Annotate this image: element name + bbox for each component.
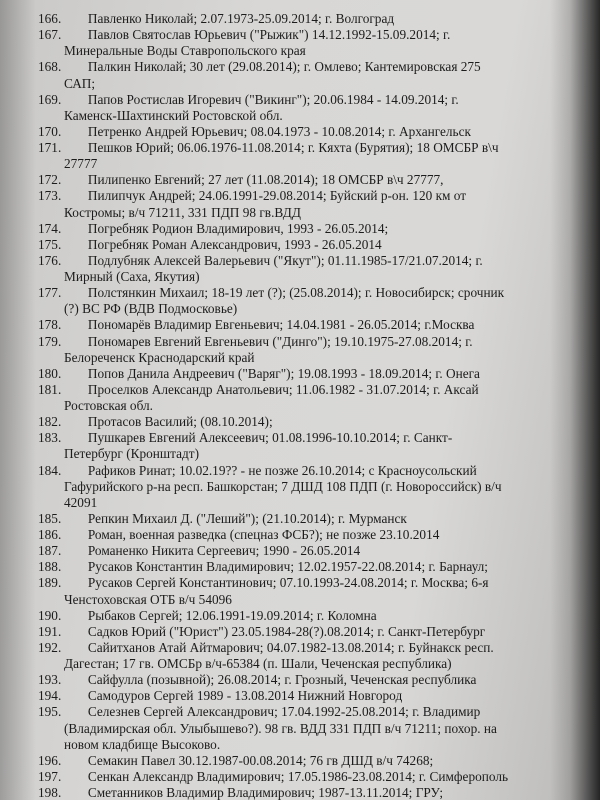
list-item: 182. Протасов Василий; (08.10.2014); bbox=[38, 414, 273, 430]
list-item: 192. Сайитханов Атай Айтмарович; 04.07.1982-13.08.2014; г. Буйнакск респ. bbox=[38, 639, 494, 655]
list-item: 187. Романенко Никита Сергеевич; 1990 - 26.05.2014 bbox=[38, 543, 361, 559]
list-item-continuation: Мирный (Саха, Якутия) bbox=[64, 269, 200, 284]
list-item-continuation: Дагестан; 17 гв. ОМСБр в/ч-65384 (п. Шали, Чеченская республика) bbox=[64, 656, 452, 671]
list-item-continuation: Гафурийского р-на респ. Башкорстан; 7 ДШД 108 ПДП (г. Новороссийск) в/ч bbox=[64, 478, 502, 494]
list-item: 172. Пилипенко Евгений; 27 лет (11.08.2014); 18 ОМСБР в\ч 27777, bbox=[38, 172, 444, 188]
list-item-continuation: Ростовская обл. bbox=[64, 398, 153, 413]
list-item: 198. Сметанников Владимир Владимирович; 1987-13.11.2014; ГРУ; bbox=[38, 785, 444, 800]
list-item: 173. Пилипчук Андрей; 24.06.1991-29.08.2014; Буйский р-он. 120 км от bbox=[38, 188, 467, 204]
list-item: 190. Рыбаков Сергей; 12.06.1991-19.09.2014; г. Коломна bbox=[38, 607, 377, 623]
list-item-continuation: Ченстоховская ОТБ в/ч 54096 bbox=[64, 591, 232, 607]
list-item: 196. Семакин Павел 30.12.1987-00.08.2014; 76 гв ДШД в/ч 74268; bbox=[38, 752, 434, 768]
list-item: 189. Русаков Сергей Константинович; 07.10.1993-24.08.2014; г. Москва; 6-я bbox=[38, 575, 489, 591]
list-item-continuation: 42091 bbox=[64, 494, 98, 510]
list-item-continuation: Костромы; в/ч 71211, 331 ПДП 98 гв.ВДД bbox=[64, 204, 301, 220]
list-item: 168. Палкин Николай; 30 лет (29.08.2014); г. Омлево; Кантемировская 275 bbox=[38, 59, 481, 75]
list-item-continuation: Каменск-Шахтинский Ростовской обл. bbox=[64, 107, 283, 123]
list-item: 183. Пушкарев Евгений Алексеевич; 01.08.1996-10.10.2014; г. Санкт- bbox=[38, 430, 453, 446]
list-item-continuation: Белореченск Краснодарский край bbox=[64, 349, 255, 365]
list-item: 176. Подлубняк Алексей Валерьевич ("Якут"); 01.11.1985-17/21.07.2014; г. bbox=[38, 252, 483, 268]
list-item-continuation: Минеральные Воды Ставропольского края bbox=[64, 43, 306, 59]
list-item-continuation: Петербург (Кронштадт) bbox=[64, 446, 200, 462]
list-item: 184. Рафиков Ринат; 10.02.19?? - не позже 26.10.2014; с Красноусольский bbox=[38, 462, 477, 478]
list-item: 170. Петренко Андрей Юрьевич; 08.04.1973 - 10.08.2014; г. Архангельск bbox=[38, 123, 471, 139]
list-item: 180. Попов Данила Андреевич ("Варяг"); 19.08.1993 - 18.09.2014; г. Онега bbox=[38, 365, 480, 381]
list-item-continuation: (Владимирская обл. Улыбышево?). 98 гв. ВДД 331 ПДП в/ч 71211; похор. на bbox=[64, 720, 497, 736]
list-item: 177. Полстянкин Михаил; 18-19 лет (?); (25.08.2014); г. Новосибирск; срочник bbox=[38, 285, 505, 301]
list-item: 181. Проселков Александр Анатольевич; 11.06.1982 - 31.07.2014; г. Аксай bbox=[38, 381, 479, 397]
list-item-continuation: новом кладбище Высоково. bbox=[64, 736, 221, 752]
list-item: 166. Павленко Николай; 2.07.1973-25.09.2014; г. Волгоград bbox=[38, 11, 395, 26]
list-item: 179. Пономарев Евгений Евгеньевич ("Динго"); 19.10.1975-27.08.2014; г. bbox=[38, 333, 473, 349]
list-item: 171. Пешков Юрий; 06.06.1976-11.08.2014; г. Кяхта (Бурятия); 18 ОМСБР в\ч bbox=[38, 140, 499, 155]
list-item: 178. Пономарёв Владимир Евгеньевич; 14.04.1981 - 26.05.2014; г.Москва bbox=[38, 317, 475, 333]
list-item: 186. Роман, военная разведка (спецназ ФСБ?); не позже 23.10.2014 bbox=[38, 527, 440, 542]
list-item: 167. Павлов Святослав Юрьевич ("Рыжик") 14.12.1992-15.09.2014; г. bbox=[38, 27, 451, 43]
list-item: 191. Садков Юрий ("Юрист") 23.05.1984-28(?).08.2014; г. Санкт-Петербург bbox=[38, 623, 486, 639]
list-item-continuation: 27777 bbox=[64, 156, 98, 172]
list-item: 194. Самодуров Сергей 1989 - 13.08.2014 Нижний Новгород bbox=[38, 688, 403, 704]
list-item: 169. Папов Ростислав Игоревич ("Викинг"); 20.06.1984 - 14.09.2014; г. bbox=[38, 91, 459, 107]
list-item-continuation: (?) ВС РФ (ВДВ Подмосковье) bbox=[64, 301, 238, 317]
list-item: 175. Погребняк Роман Александрович, 1993 - 26.05.2014 bbox=[38, 236, 382, 252]
list-item-continuation: САП; bbox=[64, 75, 96, 91]
list-item: 188. Русаков Константин Владимирович; 12.02.1957-22.08.2014; г. Барнаул; bbox=[38, 559, 488, 575]
list-item: 174. Погребняк Родион Владимирович, 1993 - 26.05.2014; bbox=[38, 220, 389, 236]
list-item: 193. Сайфулла (позывной); 26.08.2014; г. Грозный, Чеченская республика bbox=[38, 672, 477, 688]
list-item: 185. Репкин Михаил Д. ("Леший"); (21.10.2014); г. Мурманск bbox=[38, 510, 407, 526]
list-item: 195. Селезнев Сергей Александрович; 17.04.1992-25.08.2014; г. Владимир bbox=[38, 704, 481, 720]
list-item: 197. Сенкан Александр Владимирович; 17.05.1986-23.08.2014; г. Симферополь bbox=[38, 768, 509, 784]
